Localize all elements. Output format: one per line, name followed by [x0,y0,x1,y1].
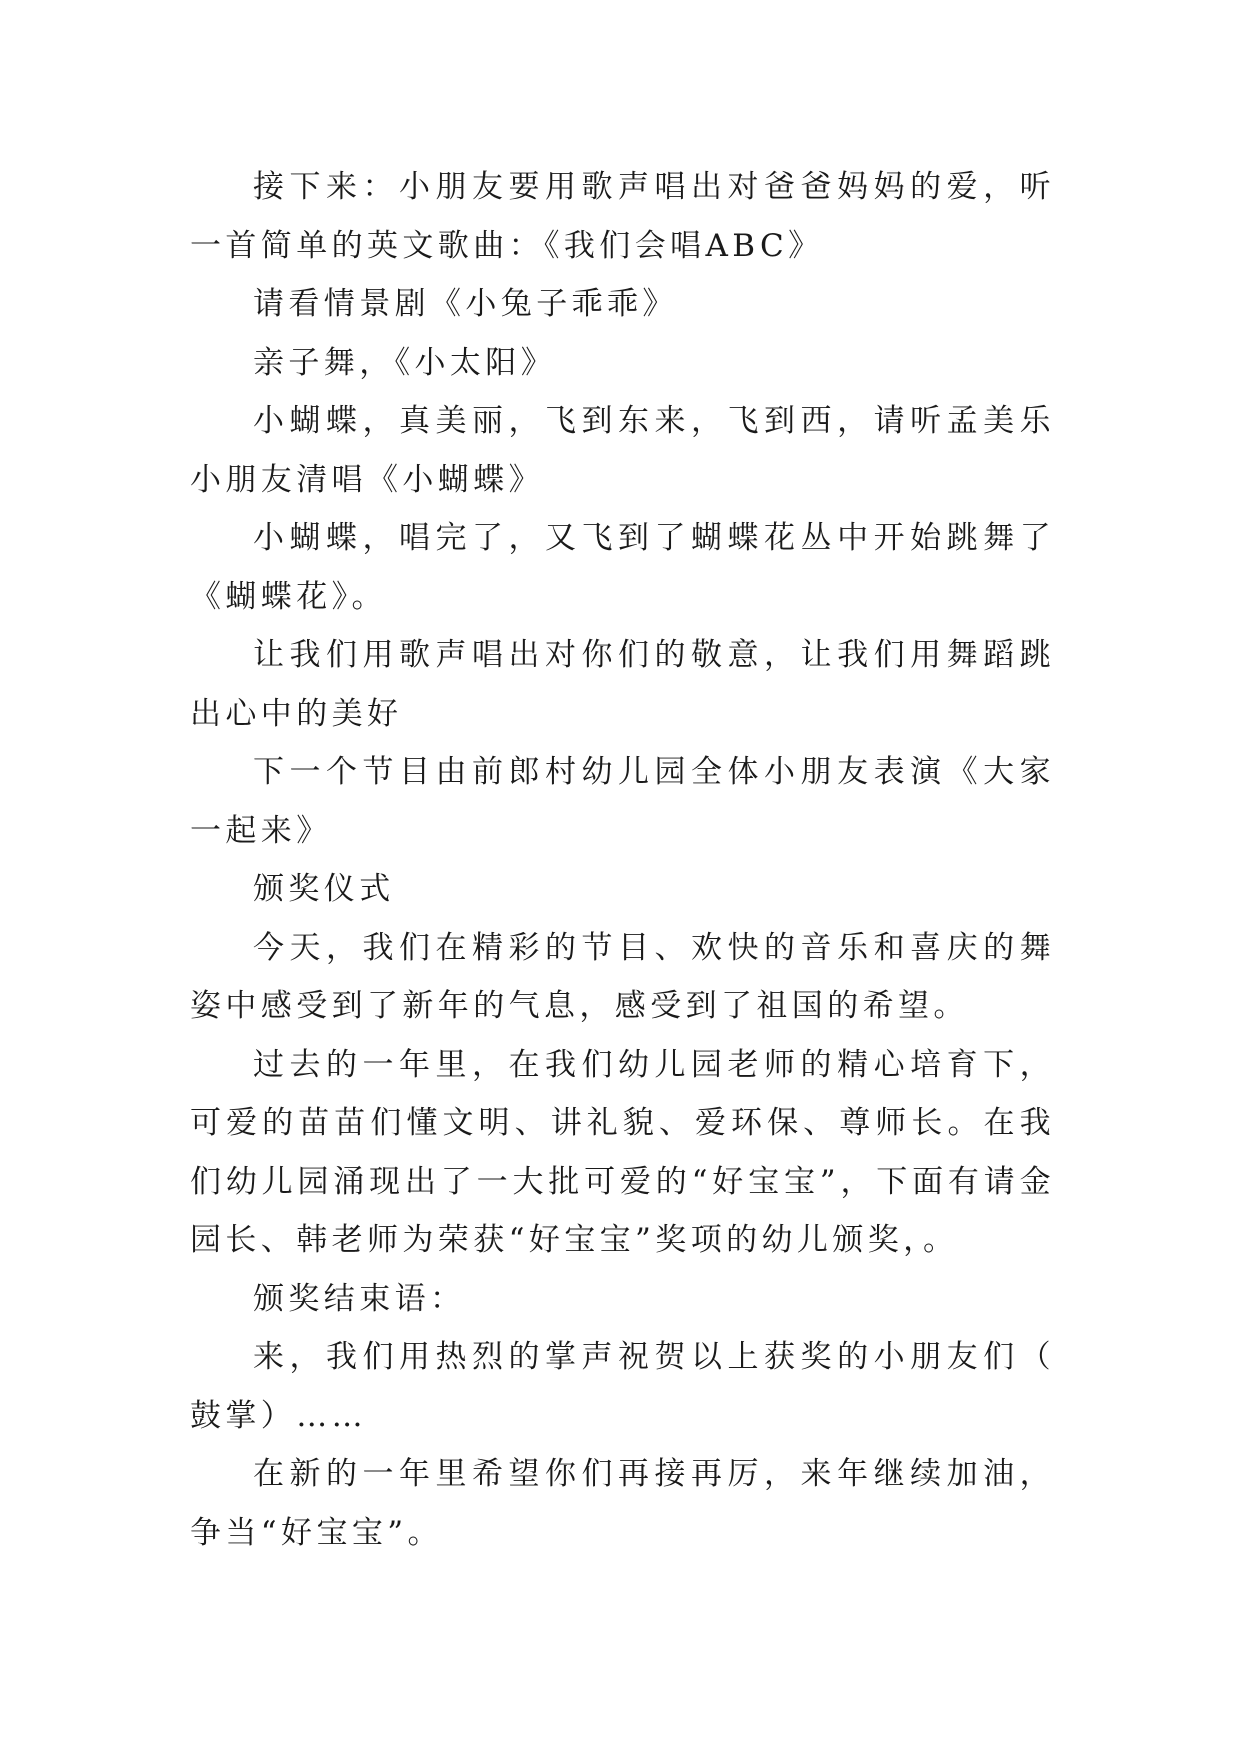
paragraph-dance-sun: 亲子舞，《小太阳》 [253,344,557,381]
paragraph-applause: 来，我们用热烈的掌声祝贺以上获奖的小朋友们（鼓掌）…… [190,1339,1055,1434]
paragraph-today-summary: 今天，我们在精彩的节目、欢快的音乐和喜庆的舞姿中感受到了新年的气息，感受到了祖国的希望。 [190,929,1055,1024]
paragraph-award-heading: 颁奖仪式 [253,871,395,907]
paragraph-award-closing-heading: 颁奖结束语： [253,1280,466,1317]
paragraph-song-dance-intro: 让我们用歌声唱出对你们的敬意，让我们用舞蹈跳出心中的美好 [190,637,1055,732]
paragraph-butterfly-song: 小蝴蝶，真美丽，飞到东来，飞到西，请听孟美乐小朋友清唱《小蝴蝶》 [190,403,1055,498]
paragraph-next-program: 下一个节目由前郎村幼儿园全体小朋友表演《大家一起来》 [190,754,1055,849]
paragraph-past-year: 过去的一年里，在我们幼儿园老师的精心培育下，可爱的苗苗们懂文明、讲礼貌、爱环保、尊师长。在我们幼儿园涌现出了一大批可爱的“好宝宝”，下面有请金园长、韩老师为荣获“好宝宝”奖项的幼儿颁奖，。 [190,1046,1055,1258]
paragraph-new-year-wish: 在新的一年里希望你们再接再厉，来年继续加油，争当“好宝宝”。 [190,1456,1055,1551]
paragraph-song-abc: 接下来：小朋友要用歌声唱出对爸爸妈妈的爱，听一首简单的英文歌曲：《我们会唱ABC》 [190,169,1055,264]
paragraph-skit-rabbit: 请看情景剧《小兔子乖乖》 [253,286,678,322]
document-body [190,158,1055,1562]
paragraph-butterfly-dance: 小蝴蝶，唱完了，又飞到了蝴蝶花丛中开始跳舞了《蝴蝶花》。 [190,520,1055,615]
